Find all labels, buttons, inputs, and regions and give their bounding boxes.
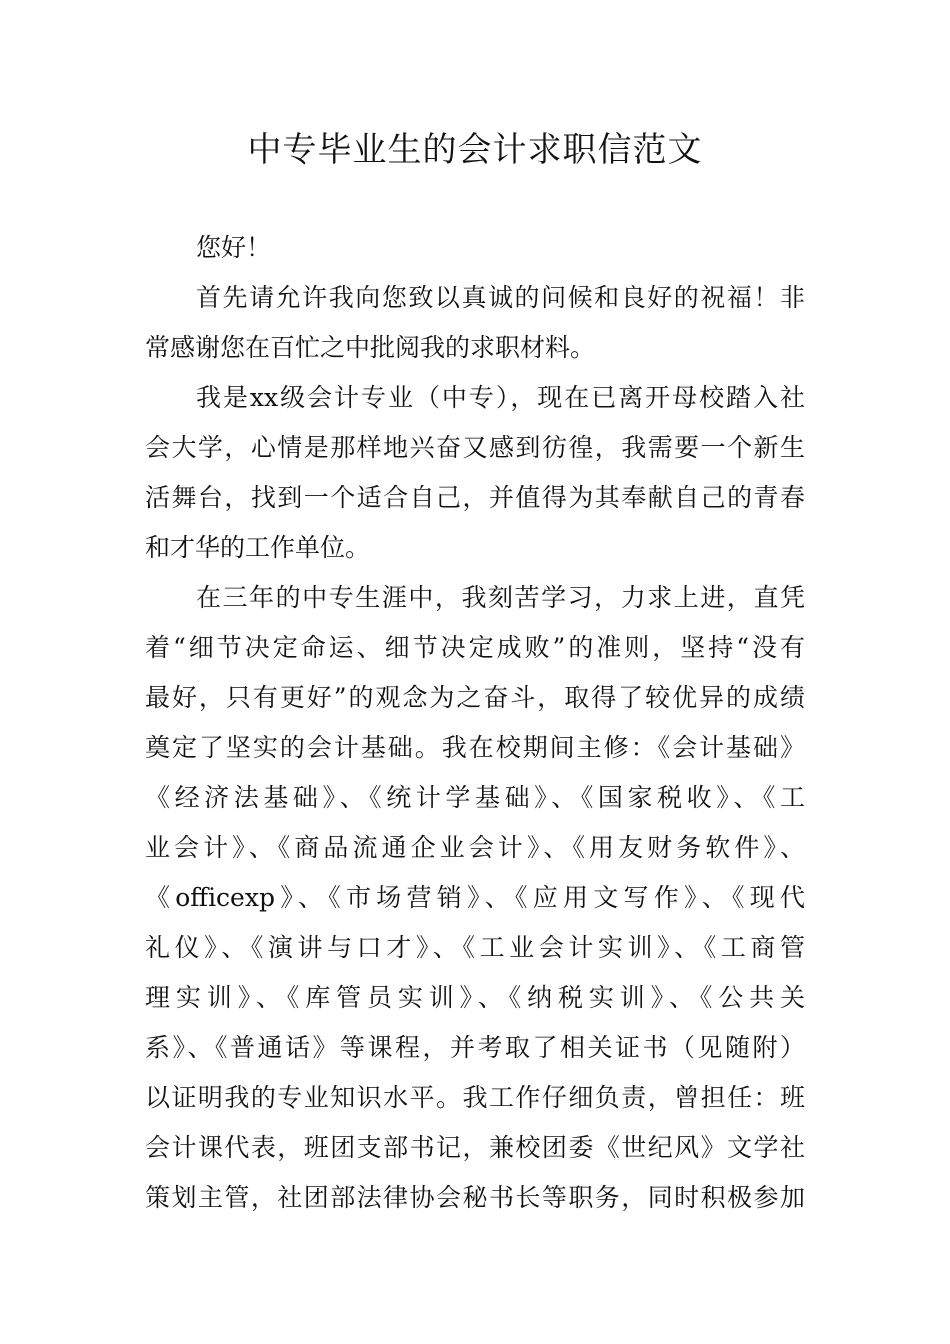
body-text-line: 系》、《普通话》等课程，并考取了相关证书（见随附） xyxy=(145,1033,805,1062)
body-text-line: 理实训》、《库管员实训》、《纳税实训》、《公共关 xyxy=(145,983,805,1012)
body-text-line: 和才华的工作单位。 xyxy=(145,533,371,562)
body-text-line: 《经济法基础》、《统计学基础》、《国家税收》、《工 xyxy=(145,783,805,812)
body-text-line: 礼仪》、《演讲与口才》、《工业会计实训》、《工商管 xyxy=(145,933,805,962)
greeting-line: 您好！ xyxy=(196,233,272,262)
body-text-line: 着“细节决定命运、细节决定成败”的准则，坚持“没有 xyxy=(145,633,805,662)
document-title: 中专毕业生的会计求职信范文 xyxy=(247,130,703,170)
body-text-line: 奠定了坚实的会计基础。我在校期间主修：《会计基础》 xyxy=(145,733,805,762)
body-text-line: 常感谢您在百忙之中批阅我的求职材料。 xyxy=(145,333,596,362)
body-text-line: 以证明我的专业知识水平。我工作仔细负责，曾担任：班 xyxy=(145,1083,805,1112)
body-text-line: 会大学，心情是那样地兴奋又感到彷徨，我需要一个新生 xyxy=(145,433,805,462)
body-text-line: 最好，只有更好”的观念为之奋斗，取得了较优异的成绩 xyxy=(145,683,805,712)
body-text-line: 策划主管，社团部法律协会秘书长等职务，同时积极参加 xyxy=(145,1183,805,1212)
body-text-line: 在三年的中专生涯中，我刻苦学习，力求上进，直凭 xyxy=(196,583,805,612)
body-text-line: 会计课代表，班团支部书记，兼校团委《世纪风》文学社 xyxy=(145,1133,805,1162)
body-text-line: 活舞台，找到一个适合自己，并值得为其奉献自己的青春 xyxy=(145,483,805,512)
body-text-line: 我是xx级会计专业（中专），现在已离开母校踏入社 xyxy=(196,383,805,412)
body-text-line: 《officexp》、《市场营销》、《应用文写作》、《现代 xyxy=(145,883,805,912)
body-text-line: 首先请允许我向您致以真诚的问候和良好的祝福！非 xyxy=(196,283,805,312)
body-text-line: 业会计》、《商品流通企业会计》、《用友财务软件》、 xyxy=(145,833,805,862)
